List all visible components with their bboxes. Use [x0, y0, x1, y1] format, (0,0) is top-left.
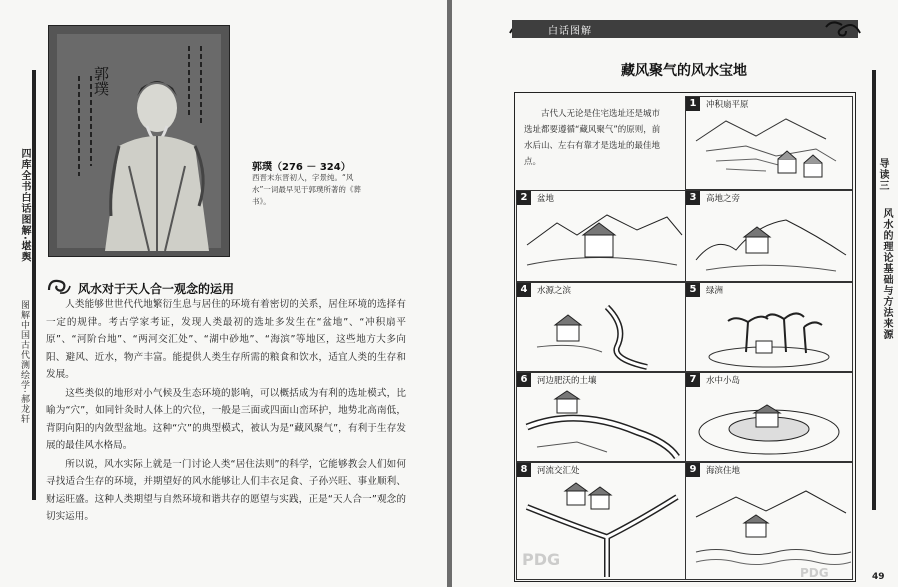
- cell-number: 5: [686, 283, 700, 297]
- section-heading: 风水对于天人合一观念的运用: [78, 282, 235, 296]
- basin-illustration: [517, 205, 685, 281]
- seaside-settlement-illustration: [686, 477, 852, 579]
- cell-label: 水源之滨: [537, 286, 572, 296]
- guo-pu-portrait: [48, 25, 230, 257]
- spine-rule: [32, 70, 36, 500]
- cell-label: 冲积扇平原: [706, 100, 749, 110]
- cell-number: 2: [517, 191, 531, 205]
- cell-label: 高地之旁: [706, 194, 741, 204]
- riverbank-soil-illustration: [517, 387, 685, 461]
- oasis-illustration: [686, 297, 852, 371]
- caption-text: 西晋末东晋初人，字景纯。“风水”一词最早见于郭璞所著的《葬书》。: [252, 173, 361, 206]
- cell-number: 3: [686, 191, 700, 205]
- cell-number: 6: [517, 373, 531, 387]
- right-page: [452, 0, 898, 587]
- cell-label: 绿洲: [706, 286, 724, 296]
- site-cell-5: [685, 282, 853, 372]
- highland-illustration: [686, 205, 852, 281]
- watermark-pdg-left: PDG: [522, 550, 561, 569]
- site-cell-6: [516, 372, 686, 462]
- waterside-illustration: [517, 297, 685, 371]
- page-number: 49: [872, 572, 885, 582]
- alluvial-fan-illustration: [686, 111, 852, 189]
- site-cell-4: [516, 282, 686, 372]
- site-cell-7: [685, 372, 853, 462]
- right-cloud-ornament: [824, 17, 862, 41]
- portrait-inscription: 郭璞: [92, 66, 110, 96]
- left-page: [0, 0, 447, 587]
- cell-number: 7: [686, 373, 700, 387]
- body-paragraph-1: 人类能够世世代代地繁衍生息与居住的环境有着密切的关系，居住环境的选择有一定的规律。考古学家考证，发现人类最初的选址多发生在“盆地”、“冲积扇平原”、“河阶台地”、“两河交汇处”、“湖中砂地”、“海滨”等地区，这些地方大多向阳、避风、近水，物产丰富。能提供人类生存所需的粮食和饮水，适宜人类的生存和发展。: [46, 299, 406, 380]
- cell-number: 9: [686, 463, 700, 477]
- site-cell-2: [516, 190, 686, 282]
- cell-label: 海滨住地: [706, 466, 741, 476]
- spine-subtitle: 图解中国古代测绘学·郝龙轩: [19, 300, 29, 424]
- diagram-intro: 古代人无论是住宅选址还是城市选址都要遵循“藏风聚气”的原则，前水后山、左右有靠才是选址的最佳地点。: [524, 109, 661, 167]
- cell-label: 盆地: [537, 194, 555, 204]
- body-paragraph-2: 这些类似的地形对小气候及生态环境的影响，可以概括成为有利的选址模式，比喻为“穴”，如同针灸时人体上的穴位，一般是三面或四面山峦环护，地势北高南低，背阴向阳的内敛型盆地。这种“穴”的典型模式，被认为是“藏风聚气”，有利于生存发展的最佳风水格局。: [46, 387, 406, 451]
- site-cell-3: [685, 190, 853, 282]
- spine-title: 四库全书白话图解·堪舆: [19, 148, 30, 263]
- cell-label: 河流交汇处: [537, 466, 580, 476]
- cell-number: 4: [517, 283, 531, 297]
- section-body: [46, 296, 406, 526]
- watermark-pdg-right: PDG: [800, 566, 829, 580]
- side-rule: [872, 70, 876, 510]
- cloud-scroll-icon: [46, 276, 72, 296]
- island-illustration: [686, 387, 852, 461]
- banner-label: 白话图解: [548, 26, 592, 37]
- cell-number: 1: [686, 97, 700, 111]
- cell-label: 河边肥沃的土壤: [537, 376, 597, 386]
- cell-label: 水中小岛: [706, 376, 741, 386]
- side-tab-label: 导读三: [877, 158, 888, 191]
- diagram-title: 藏风聚气的风水宝地: [621, 63, 747, 79]
- caption-title: 郭璞（276 － 324）: [252, 162, 351, 173]
- side-chapter-title: 风水的理论基础与方法来源: [881, 208, 892, 340]
- site-cell-1: [685, 96, 853, 190]
- body-paragraph-3: 所以说，风水实际上就是一门讨论人类“居住法则”的科学，它能够教会人们如何寻找适合生存的环境，并期望好的风水能够让人们丰衣足食、子孙兴旺、事业顺利、财运旺盛。这种人类期望与自然环境和谐共存的愿望与实践，正是“天人合一”观念的切实运用。: [46, 458, 406, 522]
- site-cell-9: [685, 462, 853, 580]
- cell-number: 8: [517, 463, 531, 477]
